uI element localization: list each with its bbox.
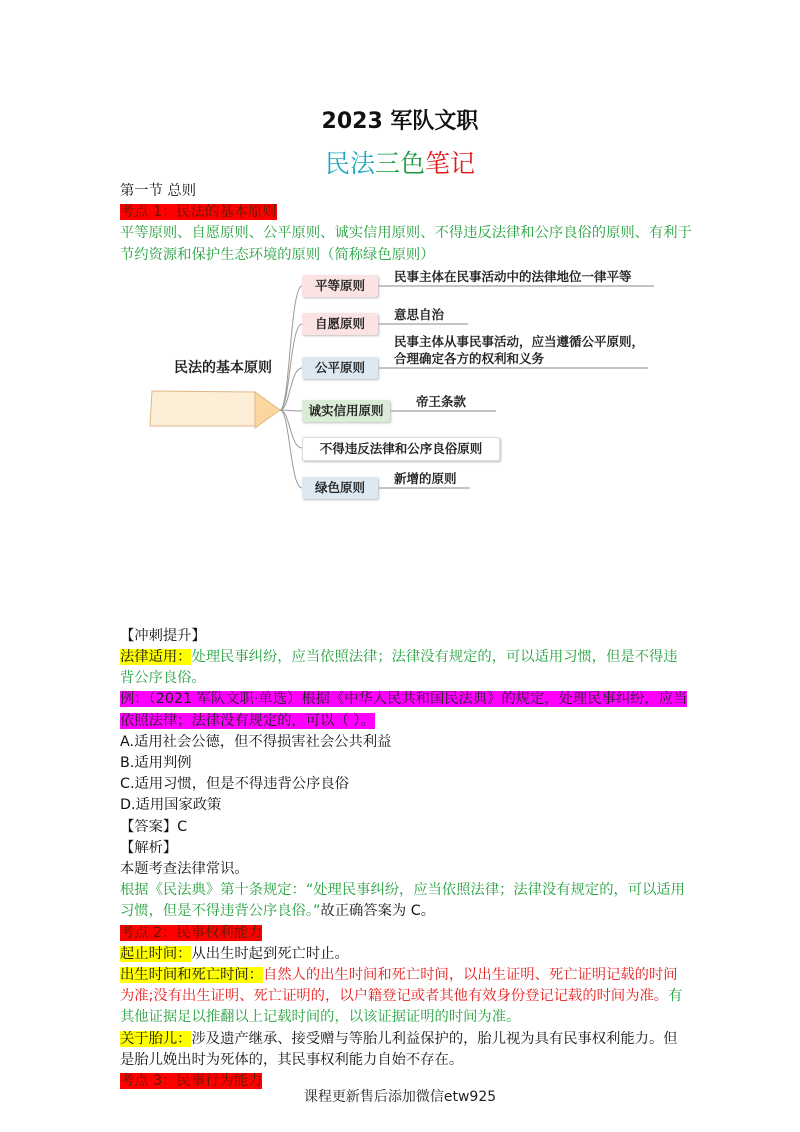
connector <box>280 410 302 448</box>
connector <box>280 286 302 410</box>
mindmap-node-equality: 平等原则 <box>302 275 378 297</box>
mindmap-center-node: 民法的基本原则 <box>174 359 272 376</box>
document-body <box>120 181 690 1092</box>
birth-death-exception: 有其他证据足以推翻以上记载时间的，以该证据证明的时间为准。 <box>120 988 683 1026</box>
analysis-quote: 根据《民法典》第十条规定：“处理民事纠纷，应当依照法律；法律没有规定的，可以适用习惯，但是不得违背公序良俗。” <box>120 882 685 920</box>
mindmap-desc-good-faith: 帝王条款 <box>416 393 467 409</box>
mindmap-desc-green: 新增的原则 <box>394 470 457 486</box>
law-application-text: 处理民事纠纷，应当依照法律；法律没有规定的，可以适用习惯，但是不得违背公序良俗。 <box>120 649 678 687</box>
analysis-heading: 【解析】 <box>120 839 178 856</box>
mindmap-desc-fairness: 民事主体从事民事活动，应当遵循公平原则，合理确定各方的权利和义务 <box>394 333 645 366</box>
mindmap-node-public-order: 不得违反法律和公序良俗原则 <box>302 437 500 461</box>
document-subtitle <box>0 144 800 180</box>
law-application-label: 法律适用： <box>120 649 192 666</box>
point-3-label: 考点 3：民事行为能力 <box>120 1073 263 1090</box>
fetus-text: 涉及遗产继承、接受赠与等胎儿利益保护的，胎儿视为具有民事权利能力。但是胎儿娩出时为死体的，其民事权利能力自始不存在。 <box>120 1030 678 1068</box>
option-c: C.适用习惯，但是不得违背公序良俗 <box>120 776 349 793</box>
point-2-label: 考点 2：民事权利能力 <box>120 924 263 941</box>
point-1-text: 平等原则、自愿原则、公平原则、诚实信用原则、不得违反法律和公序良俗的原则、有利于节约资源和保护生态环境的原则（简称绿色原则） <box>120 225 692 263</box>
mindmap-node-green: 绿色原则 <box>302 477 378 499</box>
birth-death-label: 出生时间和死亡时间： <box>120 967 263 984</box>
mindmap-node-fairness: 公平原则 <box>302 357 378 379</box>
mindmap-desc-equality: 民事主体在民事活动中的法律地位一律平等 <box>394 268 632 284</box>
section-heading: 第一节 总则 <box>120 183 197 199</box>
principles-mindmap <box>120 266 690 566</box>
analysis-line: 本题考查法律常识。 <box>120 861 249 878</box>
point-1-label: 考点 1：民法的基本原则 <box>120 204 277 221</box>
example-question: 例：（2021 军队文职·单选）根据《中华人民共和国民法典》的规定，处理民事纠纷，应当依照法律；法律没有规定的，可以（ ）。 <box>120 691 688 729</box>
mindmap-desc-voluntary: 意思自治 <box>394 306 445 322</box>
connector <box>280 410 302 488</box>
option-b: B.适用判例 <box>120 755 192 772</box>
start-end-text: 从出生时起到死亡时止。 <box>191 945 349 962</box>
subtitle-part-2: 三色 <box>374 149 425 178</box>
page-footer: 课程更新售后添加微信etw925 <box>303 1089 497 1105</box>
mindmap-node-good-faith: 诚实信用原则 <box>302 400 390 422</box>
analysis-conclusion: 故正确答案为 C。 <box>320 903 436 920</box>
connector <box>280 410 302 411</box>
fetus-label: 关于胎儿： <box>120 1030 192 1047</box>
start-end-label: 起止时间： <box>120 945 192 962</box>
subtitle-part-1: 民法 <box>324 149 375 178</box>
birth-death-rule: 自然人的出生时间和死亡时间，以出生证明、死亡证明记载的时间为准;没有出生证明、死亡证明的，以户籍登记或者其他有效身份登记记载的时间为准。 <box>120 967 678 1005</box>
answer: 【答案】C <box>120 818 188 835</box>
subtitle-part-3: 笔记 <box>425 149 476 178</box>
option-d: D.适用国家政策 <box>120 797 222 814</box>
document-title: 2023 军队文职 <box>321 109 479 134</box>
option-a: A.适用社会公德，但不得损害社会公共利益 <box>120 733 392 750</box>
boost-heading: 【冲刺提升】 <box>120 627 206 644</box>
mindmap-node-voluntary: 自愿原则 <box>302 313 378 335</box>
